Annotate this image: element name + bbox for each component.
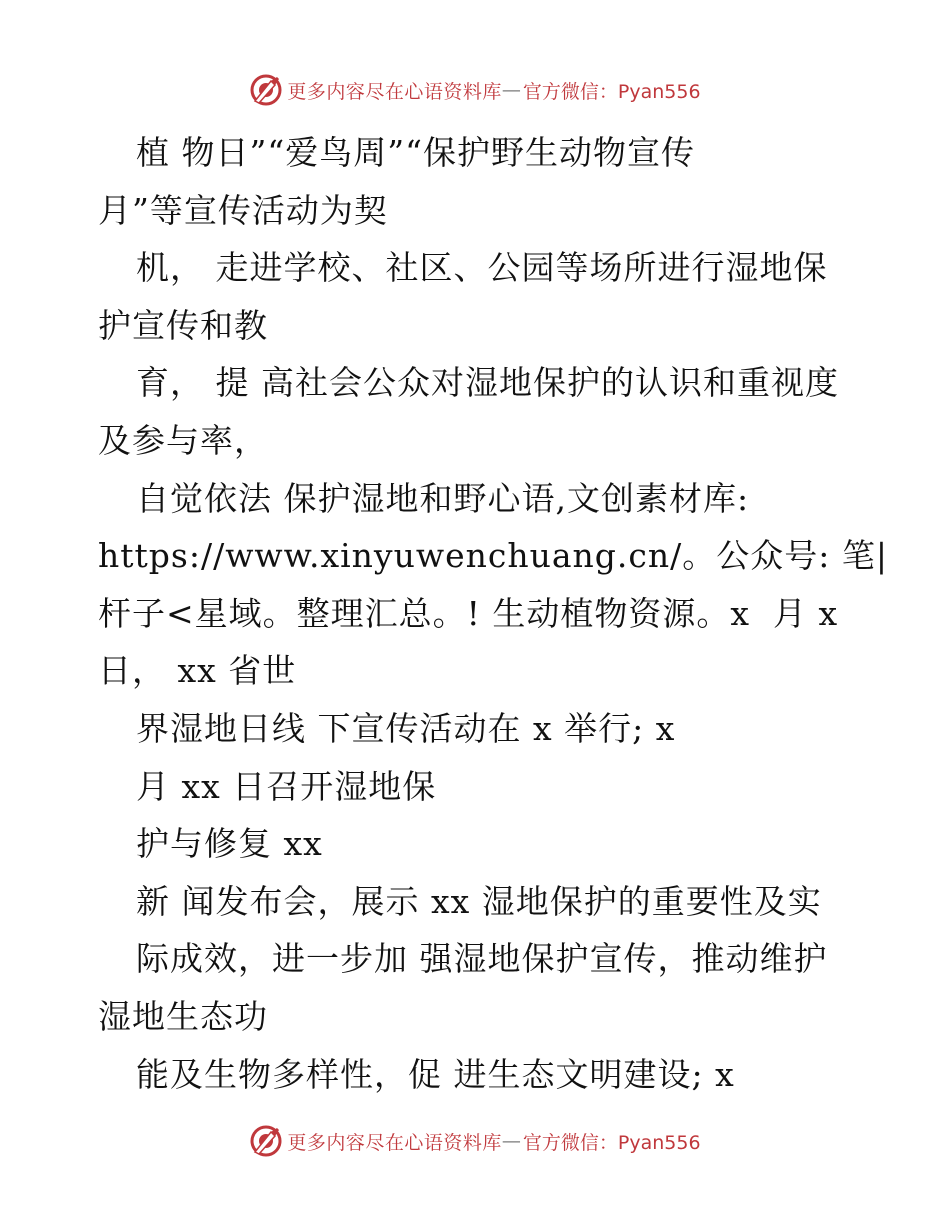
body-line: 能及生物多样性，促 进生态文明建设; x: [136, 1054, 735, 1094]
body-line: 护宣传和教: [98, 305, 268, 345]
body-line: 日， xx 省世: [98, 651, 297, 691]
body-line: 湿地生态功: [98, 996, 268, 1036]
footer-banner: [0, 1121, 950, 1161]
header-wechat-text: 官方微信：Pyan556: [522, 80, 701, 103]
body-line: 月 xx 日召开湿地保: [136, 766, 437, 806]
document-body: [98, 124, 888, 1103]
body-line: 自觉依法 保护湿地和野心语,文创素材库:: [136, 478, 750, 518]
body-line: 植 物日”“爱鸟周”“保护野生动物宣传: [136, 133, 695, 172]
pen-logo-icon: [249, 1124, 283, 1158]
pen-logo-icon: [249, 73, 283, 107]
body-line: 育， 提 高社会公众对湿地保护的认识和重视度: [136, 363, 839, 403]
body-line: 护与修复 xx: [136, 824, 323, 864]
footer-promo-text: 更多内容尽在心语资料库: [287, 1131, 502, 1154]
body-line: 界湿地日线 下宣传活动在 x 举行; x: [136, 708, 676, 748]
body-line: https://www.xinyuwenchuang.cn/。公众号: 笔|: [98, 536, 888, 576]
body-line: 新 闻发布会，展示 xx 湿地保护的重要性及实: [136, 881, 822, 921]
body-line: 机， 走进学校、社区、公园等场所进行湿地保: [136, 248, 828, 288]
header-banner: [0, 70, 950, 110]
footer-separator: —: [501, 1130, 521, 1152]
body-line: 及参与率，: [98, 420, 268, 460]
footer-wechat-text: 官方微信：Pyan556: [522, 1131, 701, 1154]
header-separator: —: [501, 79, 521, 101]
body-line: 月”等宣传活动为契: [98, 190, 388, 230]
header-promo-text: 更多内容尽在心语资料库: [287, 80, 502, 103]
body-line: 际成效，进一步加 强湿地保护宣传，推动维护: [136, 939, 828, 979]
body-line: 杆子<星域。整理汇总。! 生动植物资源。x 月 x: [98, 593, 839, 633]
